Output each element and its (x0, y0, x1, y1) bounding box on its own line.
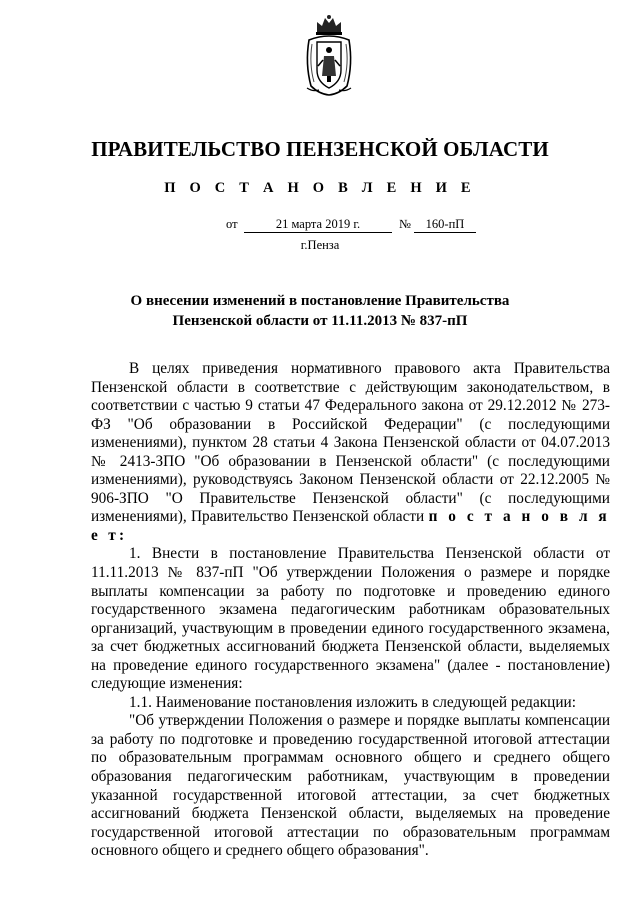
point-1-paragraph: 1. Внести в постановление Правительства Пензенской области от 11.11.2013 № 837-пП "Об утверждении Положения о размере и порядке выплаты компенсации за работу по подготовке и проведению единого государственного экзамена педагогическим работникам образовательных организаций, участвующим в проведении единого государственного экзамена, за счет бюджетных ассигнований бюджета Пензенской области, выделяемых на проведение единого государственного экзамена" (далее - постановление) следующие изменения: (91, 545, 610, 693)
document-type: П О С Т А Н О В Л Е Н И Е (164, 180, 476, 196)
subject-line-2: Пензенской области от 11.11.2013 № 837-пП (172, 313, 468, 329)
document-subject (80, 291, 560, 331)
government-title: ПРАВИТЕЛЬСТВО ПЕНЗЕНСКОЙ ОБЛАСТИ (91, 137, 549, 161)
new-title-quote: "Об утверждении Положения о размере и порядке выплаты компенсации за работу по подготовке и проведению государственной итоговой аттестации по образовательным программам основного общего и среднего общего образования педагогическим работникам, участвующим в проведении указанной государственной итоговой аттестации, за счет бюджетных ассигнований бюджета Пензенской области, выделяемых на проведение государственной итоговой аттестации по образовательным программам основного общего и среднего общего образования". (91, 712, 610, 860)
subject-line-1: О внесении изменений в постановление Правительства (130, 293, 510, 309)
decree-word: п о с т а н о в л я е т: (91, 508, 611, 544)
date-label: от (226, 217, 238, 231)
city: г.Пенза (300, 238, 340, 252)
point-1-1-paragraph: 1.1. Наименование постановления изложить в следующей редакции: (129, 693, 576, 711)
penza-region-coat-of-arms-icon (303, 14, 355, 96)
number-value: 160-пП (414, 217, 476, 233)
preamble-paragraph (91, 360, 610, 545)
date-value: 21 марта 2019 г. (244, 217, 392, 233)
preamble-text: В целях приведения нормативного правового акта Правительства Пензенской области в соответствие с действующим законодательством, в соответствии с частью 9 статьи 47 Федерального закона от 29.12.2012 № 273-ФЗ "Об образовании в Российской Федерации" (с последующими изменениями), пунктом 28 статьи 4 Закона Пензенской области от 04.07.2013 № 2413-ЗПО "Об образовании в Пензенской области" (с последующими изменениями), руководствуясь Законом Пензенской области от 22.12.2005 № 906-ЗПО "О Правительстве Пензенской области" (с последующими изменениями), Правительство Пензенской области (91, 360, 610, 526)
number-label: № (399, 217, 411, 231)
document-body (91, 360, 610, 861)
